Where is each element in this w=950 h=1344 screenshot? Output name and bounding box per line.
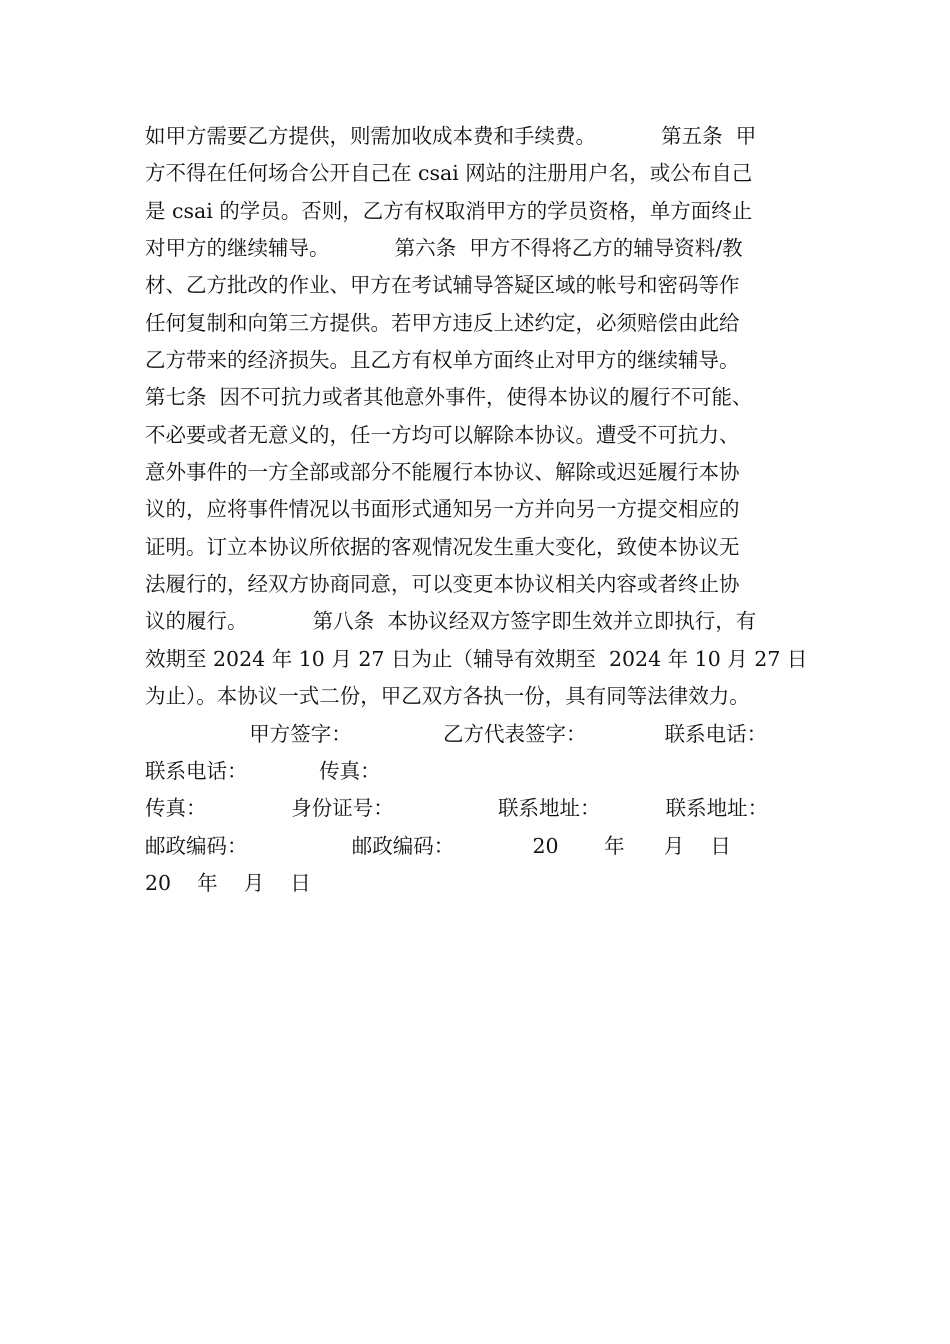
signature-line-parties: 甲方签字： 乙方代表签字： 联系电话： [145, 722, 768, 746]
text-line-11: 议的，应将事件情况以书面形式通知另一方并向另一方提交相应的 [145, 497, 740, 521]
text-line-3: 是 csai 的学员。否则，乙方有权取消甲方的学员资格，单方面终止 [145, 199, 753, 223]
text-line-8: 第七条 因不可抗力或者其他意外事件，使得本协议的履行不可能、 [145, 385, 753, 409]
text-line-5: 材、乙方批改的作业、甲方在考试辅导答疑区域的帐号和密码等作 [145, 273, 740, 297]
signature-line-date: 20 年 月 日 [145, 871, 311, 895]
signature-line-postcode-date: 邮政编码： 邮政编码： 20 年 月 日 [145, 834, 731, 858]
text-line-1: 如甲方需要乙方提供，则需加收成本费和手续费。 第五条 甲 [145, 124, 757, 148]
text-line-7: 乙方带来的经济损失。且乙方有权单方面终止对甲方的继续辅导。 [145, 348, 740, 372]
text-line-4: 对甲方的继续辅导。 第六条 甲方不得将乙方的辅导资料/教 [145, 236, 743, 260]
text-line-16: 为止）。本协议一式二份，甲乙双方各执一份，具有同等法律效力。 [145, 684, 750, 708]
signature-line-phone-fax: 联系电话： 传真： [145, 759, 381, 783]
text-line-13: 法履行的，经双方协商同意，可以变更本协议相关内容或者终止协 [145, 572, 740, 596]
text-line-15: 效期至 2024 年 10 月 27 日为止（辅导有效期至 2024 年 10 月 27 日 [145, 647, 808, 671]
signature-line-fax-id-address: 传真： 身份证号： 联系地址： 联系地址： [145, 796, 769, 820]
text-line-6: 任何复制和向第三方提供。若甲方违反上述约定，必须赔偿由此给 [145, 311, 740, 335]
text-line-10: 意外事件的一方全部或部分不能履行本协议、解除或迟延履行本协 [145, 460, 740, 484]
text-line-14: 议的履行。 第八条 本协议经双方签字即生效并立即执行，有 [145, 609, 757, 633]
text-line-2: 方不得在任何场合公开自己在 csai 网站的注册用户名，或公布自己 [145, 161, 753, 185]
text-line-12: 证明。订立本协议所依据的客观情况发生重大变化，致使本协议无 [145, 535, 740, 559]
text-line-9: 不必要或者无意义的，任一方均可以解除本协议。遭受不可抗力、 [145, 423, 740, 447]
